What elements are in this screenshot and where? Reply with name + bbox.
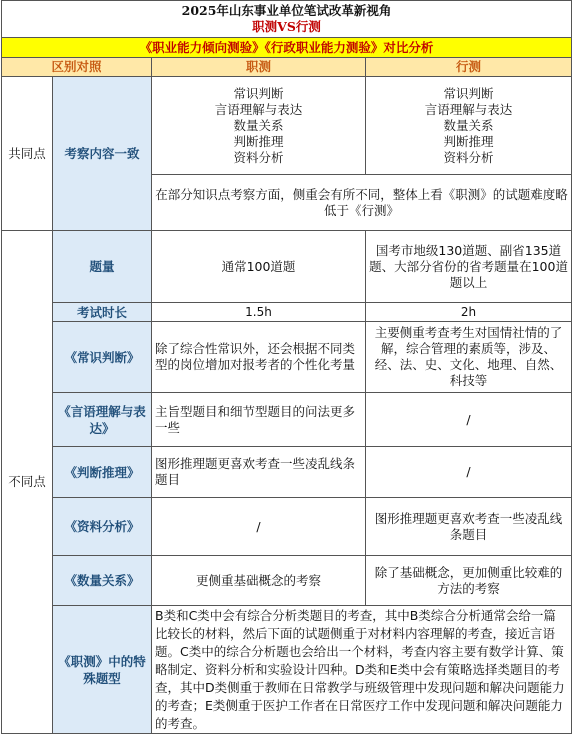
page-title-vs: 职测VS行测 <box>2 19 572 38</box>
list-item: 判断推理 <box>443 133 494 149</box>
cell-zhice-reasoning: 图形推理题更喜欢考查一些凌乱线条题目 <box>152 447 366 498</box>
row-label-data-analysis: 《资料分析》 <box>53 498 152 556</box>
cell-xingce-common-sense: 主要侧重考查考生对国情社情的了解，综合管理的素质等，涉及、经、法、史、文化、地理、自然、科技等 <box>366 322 572 393</box>
list-item: 言语理解与表达 <box>214 101 303 117</box>
comparison-table <box>1 0 572 734</box>
row-label-reasoning: 《判断推理》 <box>53 447 152 498</box>
list-item: 常识判断 <box>233 85 284 101</box>
cell-zhice-count: 通常100道题 <box>152 231 366 303</box>
row-label-common-sense: 《常识判断》 <box>53 322 152 393</box>
row-label-verbal: 《言语理解与表达》 <box>53 393 152 447</box>
column-header-compare: 区别对照 <box>2 58 152 77</box>
list-item: 常识判断 <box>443 85 494 101</box>
cell-zhice-quant: 更侧重基础概念的考察 <box>152 556 366 606</box>
row-label-quant: 《数量关系》 <box>53 556 152 606</box>
column-header-zhice: 职测 <box>152 58 366 77</box>
cell-xingce-count: 国考市地级130道题、副省135道题、大部分省份的省考题量在100道题以上 <box>366 231 572 303</box>
row-label-special: 《职测》中的特殊题型 <box>53 606 152 734</box>
list-item: 资料分析 <box>443 149 494 165</box>
row-label-count: 题量 <box>53 231 152 303</box>
same-items-zhice <box>152 77 366 175</box>
column-header-xingce: 行测 <box>366 58 572 77</box>
row-label-duration: 考试时长 <box>53 303 152 322</box>
cell-xingce-verbal: / <box>366 393 572 447</box>
list-item: 言语理解与表达 <box>424 101 513 117</box>
list-item: 判断推理 <box>233 133 284 149</box>
page-title: 2025年山东事业单位笔试改革新视角 <box>2 1 572 20</box>
group-label-diff: 不同点 <box>2 231 53 734</box>
cell-xingce-duration: 2h <box>366 303 572 322</box>
row-label-content: 考察内容一致 <box>53 77 152 231</box>
same-note: 在部分知识点考察方面，侧重会有所不同，整体上看《职测》的试题难度略低于《行测》 <box>152 175 572 231</box>
cell-xingce-reasoning: / <box>366 447 572 498</box>
cell-xingce-quant: 除了基础概念，更加侧重比较难的方法的考察 <box>366 556 572 606</box>
cell-zhice-duration: 1.5h <box>152 303 366 322</box>
list-item: 数量关系 <box>443 117 494 133</box>
list-item: 资料分析 <box>233 149 284 165</box>
same-items-xingce <box>366 77 572 175</box>
subtitle-banner: 《职业能力倾向测验》《行政职业能力测验》对比分析 <box>2 38 572 58</box>
cell-zhice-common-sense: 除了综合性常识外，还会根据不同类型的岗位增加对报考者的个性化考量 <box>152 322 366 393</box>
list-item: 数量关系 <box>233 117 284 133</box>
group-label-same: 共同点 <box>2 77 53 231</box>
cell-xingce-data-analysis: 图形推理题更喜欢考查一些凌乱线条题目 <box>366 498 572 556</box>
cell-zhice-data-analysis: / <box>152 498 366 556</box>
cell-special-text: B类和C类中会有综合分析类题目的考查，其中B类综合分析通常会给一篇比较长的材料，然后下面的试题侧重于对材料内容理解的考查，接近言语题。C类中的综合分析题也会给出一个材料，考查内容主要有数学计算、策略制定、资料分析和实验设计四种。D类和E类中会有策略选择类题目的考查，其中D类侧重于教师在日常教学与班级管理中发现问题和解决问题能力的考查；E类侧重于医护工作者在日常医疗工作中发现问题和解决问题能力的考查。 <box>152 606 572 734</box>
cell-zhice-verbal: 主旨型题目和细节型题目的问法更多一些 <box>152 393 366 447</box>
